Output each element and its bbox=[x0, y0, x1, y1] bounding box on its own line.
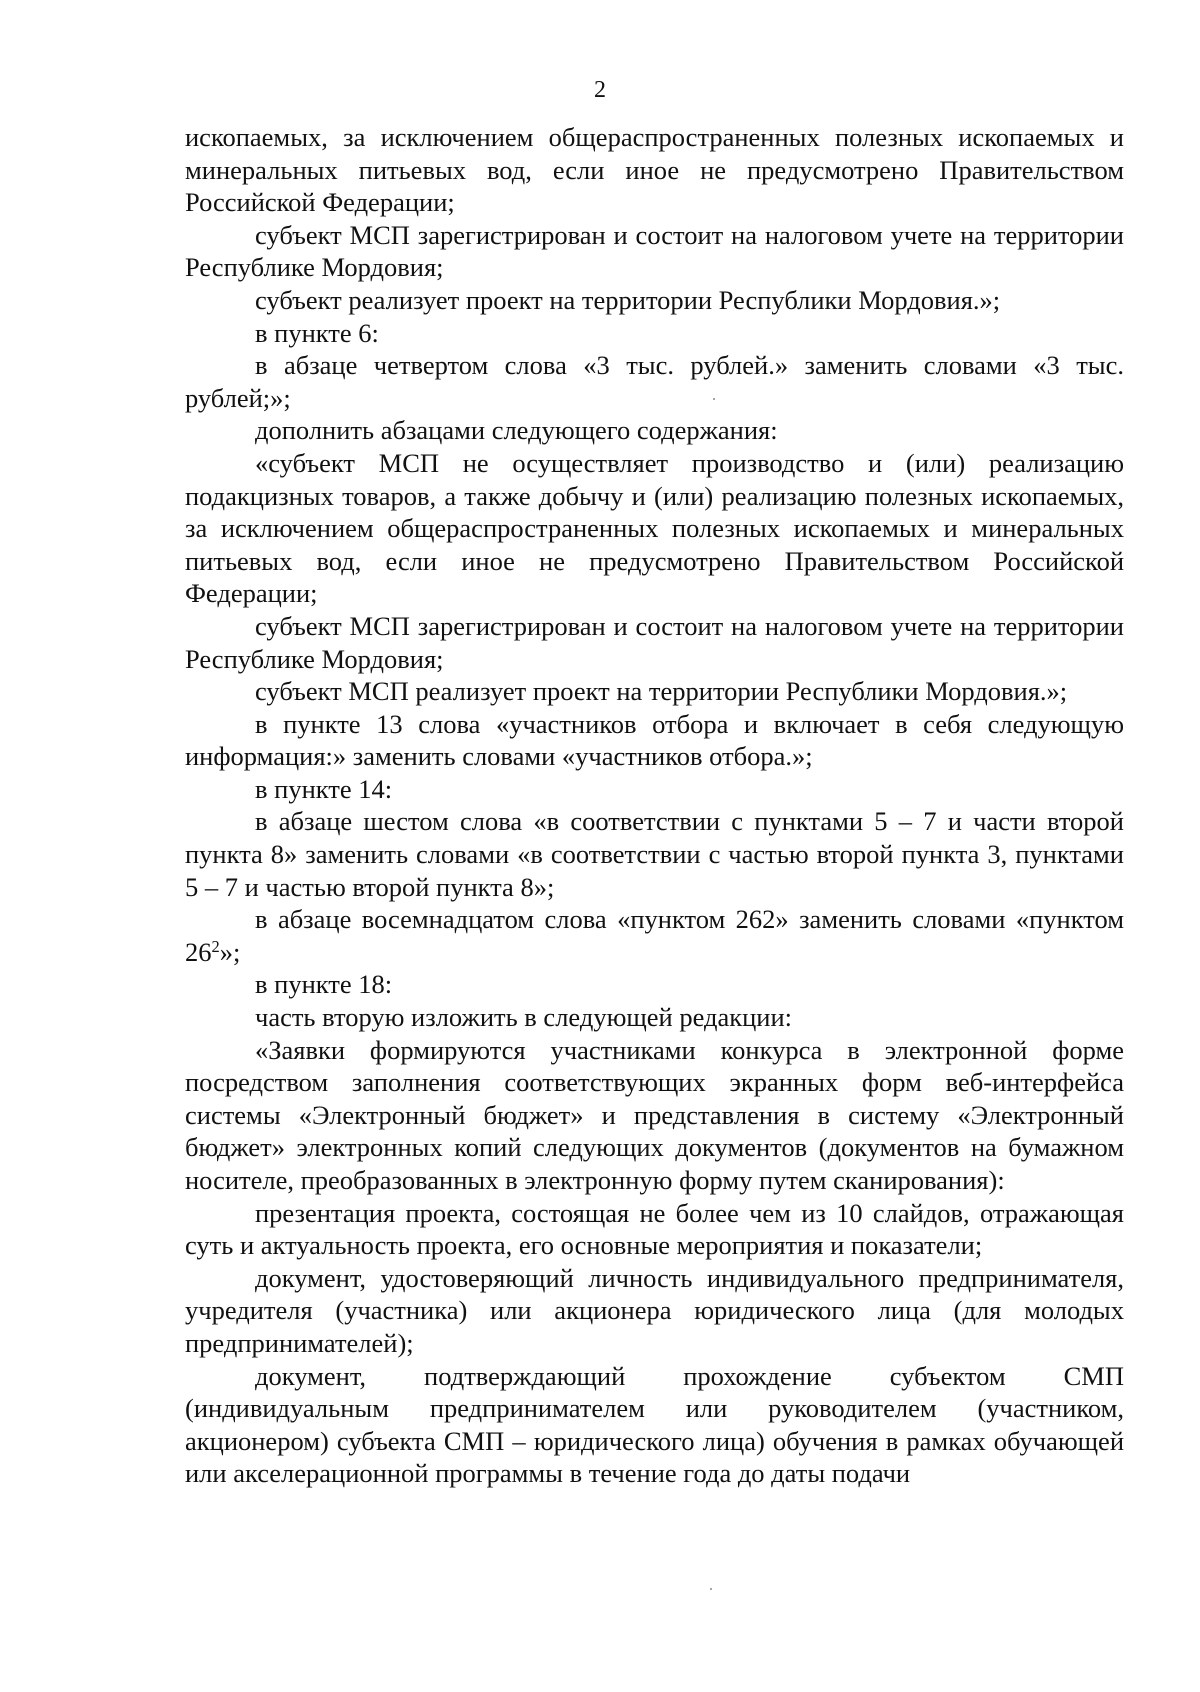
scan-speck bbox=[710, 1588, 712, 1590]
scan-speck bbox=[713, 398, 715, 400]
document-body bbox=[185, 121, 1124, 1490]
paragraph: субъект МСП зарегистрирован и состоит на налоговом учете на территории Республике Мордовия; bbox=[185, 219, 1124, 283]
paragraph: презентация проекта, состоящая не более чем из 10 слайдов, отражающая суть и актуальность проекта, его основные мероприятия и показатели; bbox=[185, 1197, 1124, 1261]
paragraph bbox=[185, 903, 1124, 968]
paragraph: субъект МСП зарегистрирован и состоит на налоговом учете на территории Республике Мордовия; bbox=[185, 610, 1124, 674]
paragraph-tail: »; bbox=[219, 936, 241, 967]
paragraph: ископаемых, за исключением общераспространенных полезных ископаемых и минеральных питьевых вод, если иное не предусмотрено Правительством Российской Федерации; bbox=[185, 122, 1124, 218]
paragraph: в абзаце четвертом слова «3 тыс. рублей.» заменить словами «3 тыс. рублей;»; bbox=[185, 350, 1124, 413]
paragraph: в абзаце шестом слова «в соответствии с пунктами 5 – 7 и части второй пункта 8» заменить словами «в соответствии с частью второй пункта 3, пунктами 5 – 7 и частью второй пункта 8»; bbox=[185, 806, 1124, 902]
paragraph: документ, подтверждающий прохождение субъектом СМП (индивидуальным предпринимателем или руководителем (участником, акционером) субъекта СМП – юридического лица) обучения в рамках обучающей или акселерационной программы в течение года до даты подачи bbox=[185, 1360, 1124, 1489]
paragraph: дополнить абзацами следующего содержания: bbox=[255, 415, 778, 446]
paragraph: в пункте 6: bbox=[255, 317, 379, 348]
paragraph-text: в абзаце восемнадцатом слова «пунктом 262» заменить словами «пунктом 26 bbox=[185, 904, 1124, 967]
paragraph: субъект МСП реализует проект на территории Республики Мордовия.»; bbox=[255, 676, 1068, 707]
paragraph: в пункте 18: bbox=[255, 969, 393, 1000]
paragraph: в пункте 13 слова «участников отбора и включает в себя следующую информация:» заменить словами «участников отбора.»; bbox=[185, 708, 1124, 772]
superscript: 2 bbox=[211, 936, 220, 956]
paragraph: в пункте 14: bbox=[255, 773, 393, 804]
paragraph: субъект реализует проект на территории Республики Мордовия.»; bbox=[255, 284, 1001, 315]
paragraph: часть вторую изложить в следующей редакции: bbox=[255, 1002, 793, 1033]
paragraph: «Заявки формируются участниками конкурса в электронной форме посредством заполнения соответствующих экранных форм веб-интерфейса системы «Электронный бюджет» и представления в систему «Электронный бюджет» электронных копий следующих документов (документов на бумажном носителе, преобразованных в электронную форму путем сканирования): bbox=[185, 1034, 1124, 1195]
paragraph: «субъект МСП не осуществляет производство и (или) реализацию подакцизных товаров, а также добычу и (или) реализацию полезных ископаемых, за исключением общераспространенных полезных ископаемых и минеральных питьевых вод, если иное не предусмотрено Правительством Российской Федерации; bbox=[185, 447, 1124, 609]
paragraph: документ, удостоверяющий личность индивидуального предпринимателя, учредителя (участника) или акционера юридического лица (для молодых предпринимателей); bbox=[185, 1262, 1124, 1358]
page-number: 2 bbox=[594, 77, 606, 103]
